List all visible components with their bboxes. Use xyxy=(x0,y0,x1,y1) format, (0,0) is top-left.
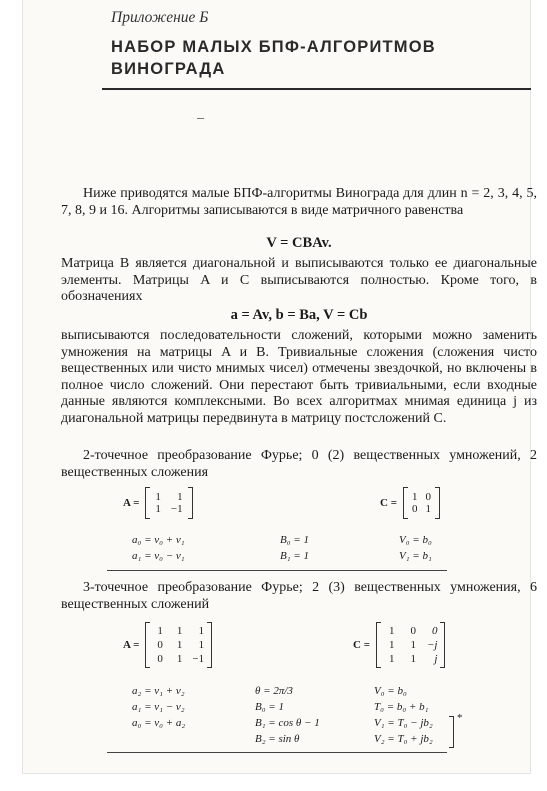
matrix-cell: 1 xyxy=(198,625,205,637)
equation: V₁ = b₁ xyxy=(399,550,432,562)
matrix-cell: 1 xyxy=(155,503,161,515)
matrix-a-body xyxy=(150,491,187,515)
matrix-cell: 0 xyxy=(425,491,431,503)
matrix-c-2 xyxy=(380,487,440,519)
title-line-2: ВИНОГРАДА xyxy=(111,60,226,78)
section-2-rule xyxy=(107,570,447,571)
matrix-cell: −j xyxy=(426,639,438,651)
intro-paragraph-1: Ниже приводятся малые БПФ-алгоритмы Винограда для длин n = 2, 3, 4, 5, 7, 8, 9 и 16. Алгоритмы записываются в виде матричного равенства xyxy=(61,186,537,218)
equation: B₀ = 1 xyxy=(280,534,309,546)
bracket-right xyxy=(207,622,212,668)
equation: V₂ = T₀ + jb₂ xyxy=(374,733,433,745)
matrix-cell: 1 xyxy=(411,491,418,503)
matrix-c-label: C = xyxy=(380,497,397,509)
equation: T₀ = b₀ + b₁ xyxy=(374,701,429,713)
matrix-c-3 xyxy=(353,622,445,668)
page-title xyxy=(111,36,436,80)
equation: B₀ = 1 xyxy=(255,701,284,713)
section-2-heading: 2-точечное преобразование Фурье; 0 (2) вещественных умножений, 2 вещественных сложения xyxy=(61,448,537,480)
matrix-cell: 1 xyxy=(176,625,183,637)
matrix-cell: 1 xyxy=(177,491,183,503)
bracket-right xyxy=(440,622,445,668)
matrix-c-body xyxy=(408,491,435,515)
matrix-cell: 1 xyxy=(176,639,183,651)
matrix-cell: 0 xyxy=(411,503,418,515)
matrix-cell: j xyxy=(434,653,438,665)
matrix-cell: 1 xyxy=(388,639,395,651)
equation: B₁ = 1 xyxy=(280,550,309,562)
matrix-a-body xyxy=(150,624,207,666)
equation: θ = 2π/3 xyxy=(255,685,293,697)
equation: a₁ = v₁ − v₂ xyxy=(132,701,185,713)
title-rule xyxy=(102,88,531,90)
trivial-star: * xyxy=(457,712,463,724)
star-bracket xyxy=(449,716,454,748)
matrix-cell: 1 xyxy=(388,625,395,637)
formula-definitions: a = Av, b = Ba, V = Cb xyxy=(230,307,368,323)
stray-mark xyxy=(197,118,204,119)
matrix-cell: 0 xyxy=(431,625,438,637)
title-line-1: НАБОР МАЛЫХ БПФ-АЛГОРИТМОВ xyxy=(111,38,436,56)
equation: a₂ = v₁ + v₂ xyxy=(132,685,185,697)
equation: a₁ = v₀ − v₁ xyxy=(132,550,185,562)
matrix-cell: 1 xyxy=(388,653,395,665)
matrix-cell: 0 xyxy=(157,653,163,665)
equation: a₀ = v₀ + a₂ xyxy=(132,717,186,729)
matrix-cell: 1 xyxy=(157,625,163,637)
book-page xyxy=(22,0,537,774)
equation: B₂ = sin θ xyxy=(255,733,300,745)
equation: a₀ = v₀ + v₁ xyxy=(132,534,185,546)
matrix-a-label: A = xyxy=(123,497,140,509)
section-3-rule xyxy=(107,752,447,753)
intro-paragraph-2: Матрица B является диагональной и выписываются только ее диагональные элементы. Матрицы A и C выписываются полностью. Кроме того, в обозначениях xyxy=(61,256,537,304)
matrix-cell: −1 xyxy=(192,653,205,665)
matrix-a-2 xyxy=(123,487,193,519)
matrix-cell: 1 xyxy=(176,653,183,665)
equation: V₀ = b₀ xyxy=(399,534,432,546)
matrix-cell: 1 xyxy=(198,639,205,651)
matrix-cell: 1 xyxy=(410,653,416,665)
matrix-cell: −1 xyxy=(170,503,183,515)
matrix-c-body xyxy=(381,624,440,666)
section-3-heading: 3-точечное преобразование Фурье; 2 (3) вещественных умножения, 6 вещественных сложений xyxy=(61,580,537,612)
formula-vcbav: V = CBAv. xyxy=(266,235,332,251)
equation: B₁ = cos θ − 1 xyxy=(255,717,320,729)
matrix-cell: 1 xyxy=(410,639,416,651)
equation: V₁ = T₀ − jb₂ xyxy=(374,717,433,729)
bracket-right xyxy=(435,487,440,519)
matrix-a-label: A = xyxy=(123,639,140,651)
bracket-right xyxy=(188,487,193,519)
appendix-label: Приложение Б xyxy=(111,9,209,26)
matrix-cell: 0 xyxy=(410,625,416,637)
intro-paragraph-3: выписываются последовательности сложений, которыми можно заменить умножения на матрицы A и B. Тривиальные сложения (сложения чисто вещественных или чисто мнимых чисел) отмечены звездочкой, но включены в полное число сложений. Они перестают быть тривиальными, если входные данные являются комплексными. Во всех алгоритмах мнимая единица j из диагональной матрицы передвинута в матрицу постсложений C. xyxy=(61,328,537,426)
equation: V₀ = b₀ xyxy=(374,685,407,697)
matrix-cell: 1 xyxy=(155,491,161,503)
matrix-cell: 0 xyxy=(157,639,163,651)
matrix-a-3 xyxy=(123,622,212,668)
matrix-c-label: C = xyxy=(353,639,370,651)
matrix-cell: 1 xyxy=(425,503,431,515)
